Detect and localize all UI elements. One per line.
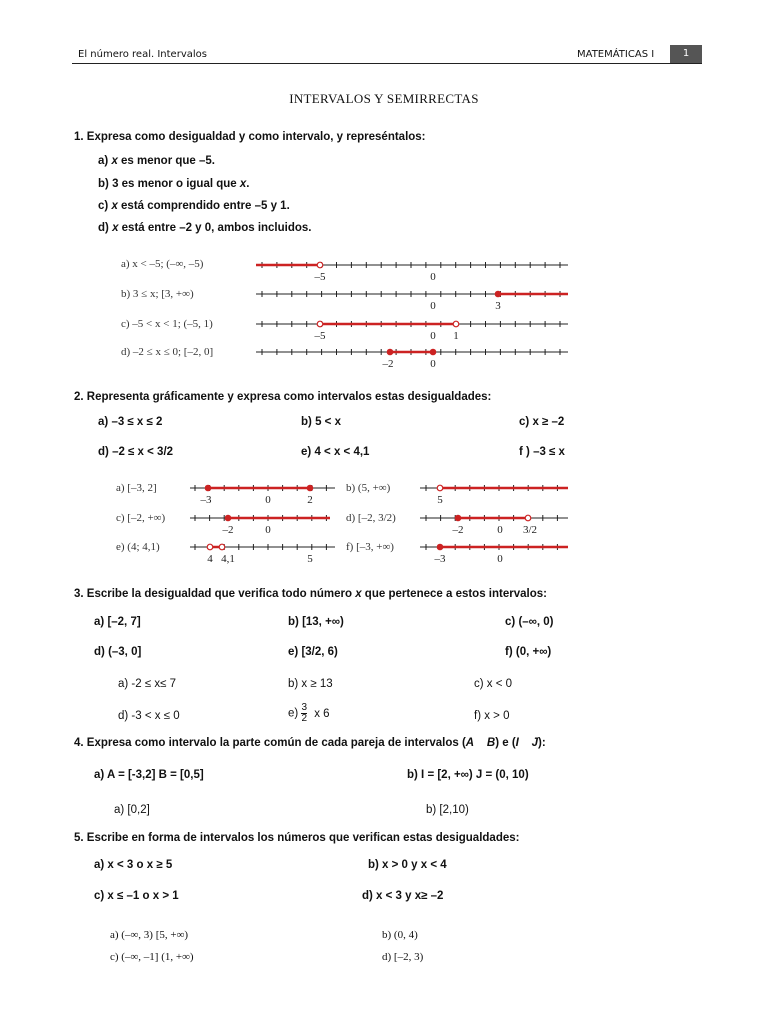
q2-line-e-label: e) (4; 4,1) — [116, 541, 160, 553]
tick-label: 5 — [307, 553, 313, 565]
tick-label: –3 — [200, 494, 212, 506]
tick-label: 1 — [453, 330, 459, 342]
q4-item-a: a) A = [-3,2] B = [0,5] — [94, 769, 204, 781]
q2-line-c-label: c) [–2, +∞) — [116, 512, 166, 524]
q4-item-b: b) I = [2, +∞) J = (0, 10) — [407, 769, 529, 781]
tick-label: 2 — [307, 494, 313, 506]
tick-label: 0 — [265, 524, 271, 536]
q1-line-a — [256, 262, 568, 283]
q5-item-b: b) x > 0 y x < 4 — [368, 859, 447, 871]
q1-prompt: 1. Expresa como desigualdad y como intervalo, y represéntalos: — [74, 131, 426, 143]
q2-item-e: e) 4 < x < 4,1 — [301, 446, 370, 458]
open-endpoint — [317, 321, 323, 327]
q2-item-f: f ) –3 ≤ x — [519, 446, 565, 458]
q3-answer-f: f) x > 0 — [474, 710, 510, 722]
q2-item-a: a) –3 ≤ x ≤ 2 — [98, 416, 163, 428]
q5-answer-a: a) (–∞, 3) [5, +∞) — [110, 929, 189, 941]
q2-line-e — [190, 544, 335, 565]
tick-label: 0 — [265, 494, 271, 506]
page-number: 1 — [670, 45, 702, 63]
open-endpoint — [453, 321, 459, 327]
fraction: $\frac{3}{2}$ — [301, 702, 307, 724]
q5-item-a: a) x < 3 o x ≥ 5 — [94, 859, 173, 871]
q2-line-b-label: b) (5, +∞) — [346, 482, 391, 494]
q3-answer-e: e) $\frac{3}{2}$ x 6 — [288, 702, 330, 724]
tick-label: 4,1 — [221, 553, 235, 565]
tick-label: –2 — [452, 524, 464, 536]
q1-line-d-label: d) –2 ≤ x ≤ 0; [–2, 0] — [121, 346, 214, 358]
tick-label: 0 — [430, 330, 436, 342]
q3-item-c: c) (–∞, 0) — [505, 616, 554, 628]
q2-line-b — [420, 485, 568, 506]
open-endpoint — [219, 544, 225, 550]
tick-label: 0 — [430, 358, 436, 370]
tick-label: –3 — [434, 553, 446, 565]
closed-endpoint — [225, 515, 231, 521]
tick-label: 0 — [430, 300, 436, 312]
q1-item-c: c) x está comprendido entre –5 y 1. — [98, 200, 290, 212]
q5-prompt: 5. Escribe en forma de intervalos los números que verifican estas desigualdades: — [74, 832, 520, 844]
tick-label: 3 — [495, 300, 501, 312]
open-endpoint — [525, 515, 531, 521]
q5-answer-c: c) (–∞, –1] (1, +∞) — [110, 951, 194, 963]
q3-item-a: a) [–2, 7] — [94, 616, 141, 628]
q2-line-a-label: a) [–3, 2] — [116, 482, 157, 494]
q4-prompt: 4. Expresa como intervalo la parte común de cada pareja de intervalos (A B) e (I J): — [74, 737, 546, 749]
q1-item-a: a) x es menor que –5. — [98, 155, 215, 167]
q5-item-c: c) x ≤ –1 o x > 1 — [94, 890, 179, 902]
header-right: MATEMÁTICAS I — [577, 49, 655, 60]
closed-endpoint — [455, 515, 461, 521]
q5-item-d: d) x < 3 y x≥ –2 — [362, 890, 444, 902]
q5-answer-b: b) (0, 4) — [382, 929, 418, 941]
q3-item-d: d) (–3, 0] — [94, 646, 142, 658]
q1-line-d — [256, 349, 568, 370]
q1-item-d: d) x está entre –2 y 0, ambos incluidos. — [98, 222, 312, 234]
closed-endpoint — [387, 349, 393, 355]
q2-item-b: b) 5 < x — [301, 416, 341, 428]
q2-line-f-label: f) [–3, +∞) — [346, 541, 394, 553]
tick-label: –5 — [314, 271, 326, 283]
closed-endpoint — [437, 544, 443, 550]
q2-line-f — [420, 544, 568, 565]
q1-line-a-label: a) x < –5; (–∞, –5) — [121, 258, 204, 270]
tick-label: –5 — [314, 330, 326, 342]
q1-line-b — [256, 291, 568, 312]
tick-label: 0 — [497, 524, 503, 536]
tick-label: –2 — [222, 524, 234, 536]
q3-item-f: f) (0, +∞) — [505, 646, 552, 658]
q2-line-d-label: d) [–2, 3/2) — [346, 512, 396, 524]
tick-label: –2 — [382, 358, 394, 370]
q3-answer-b: b) x ≥ 13 — [288, 678, 333, 690]
tick-label: 0 — [430, 271, 436, 283]
q3-prompt: 3. Escribe la desigualdad que verifica todo número x que pertenece a estos intervalos: — [74, 588, 547, 600]
q2-item-d: d) –2 ≤ x < 3/2 — [98, 446, 174, 458]
q3-item-e: e) [3/2, 6) — [288, 646, 338, 658]
open-endpoint — [437, 485, 443, 491]
q2-line-d — [420, 515, 568, 536]
q3-item-b: b) [13, +∞) — [288, 616, 344, 628]
q3-answer-d: d) -3 < x ≤ 0 — [118, 710, 180, 722]
q1-line-b-label: b) 3 ≤ x; [3, +∞) — [121, 288, 194, 300]
tick-label: 5 — [437, 494, 443, 506]
q2-line-c — [190, 515, 330, 536]
header-left: El número real. Intervalos — [78, 49, 207, 60]
closed-endpoint — [205, 485, 211, 491]
tick-label: 4 — [207, 553, 213, 565]
open-endpoint — [207, 544, 213, 550]
closed-endpoint — [430, 349, 436, 355]
closed-endpoint — [495, 291, 501, 297]
q1-item-b: b) 3 es menor o igual que x. — [98, 178, 250, 190]
q4-answer-a: a) [0,2] — [114, 804, 150, 816]
page-title: INTERVALOS Y SEMIRRECTAS — [289, 91, 479, 106]
q4-answer-b: b) [2,10) — [426, 804, 469, 816]
tick-label: 3/2 — [522, 524, 538, 536]
q2-line-a — [190, 485, 335, 506]
q3-answer-a: a) -2 ≤ x≤ 7 — [118, 678, 176, 690]
q2-prompt: 2. Representa gráficamente y expresa como intervalos estas desigualdades: — [74, 391, 492, 403]
q2-item-c: c) x ≥ –2 — [519, 416, 565, 428]
q1-line-c-label: c) –5 < x < 1; (–5, 1) — [121, 318, 213, 330]
closed-endpoint — [307, 485, 313, 491]
tick-label: 0 — [497, 553, 503, 565]
q1-line-c — [256, 321, 568, 342]
q3-answer-c: c) x < 0 — [474, 678, 513, 690]
open-endpoint — [317, 262, 323, 268]
q5-answer-d: d) [–2, 3) — [382, 951, 424, 963]
